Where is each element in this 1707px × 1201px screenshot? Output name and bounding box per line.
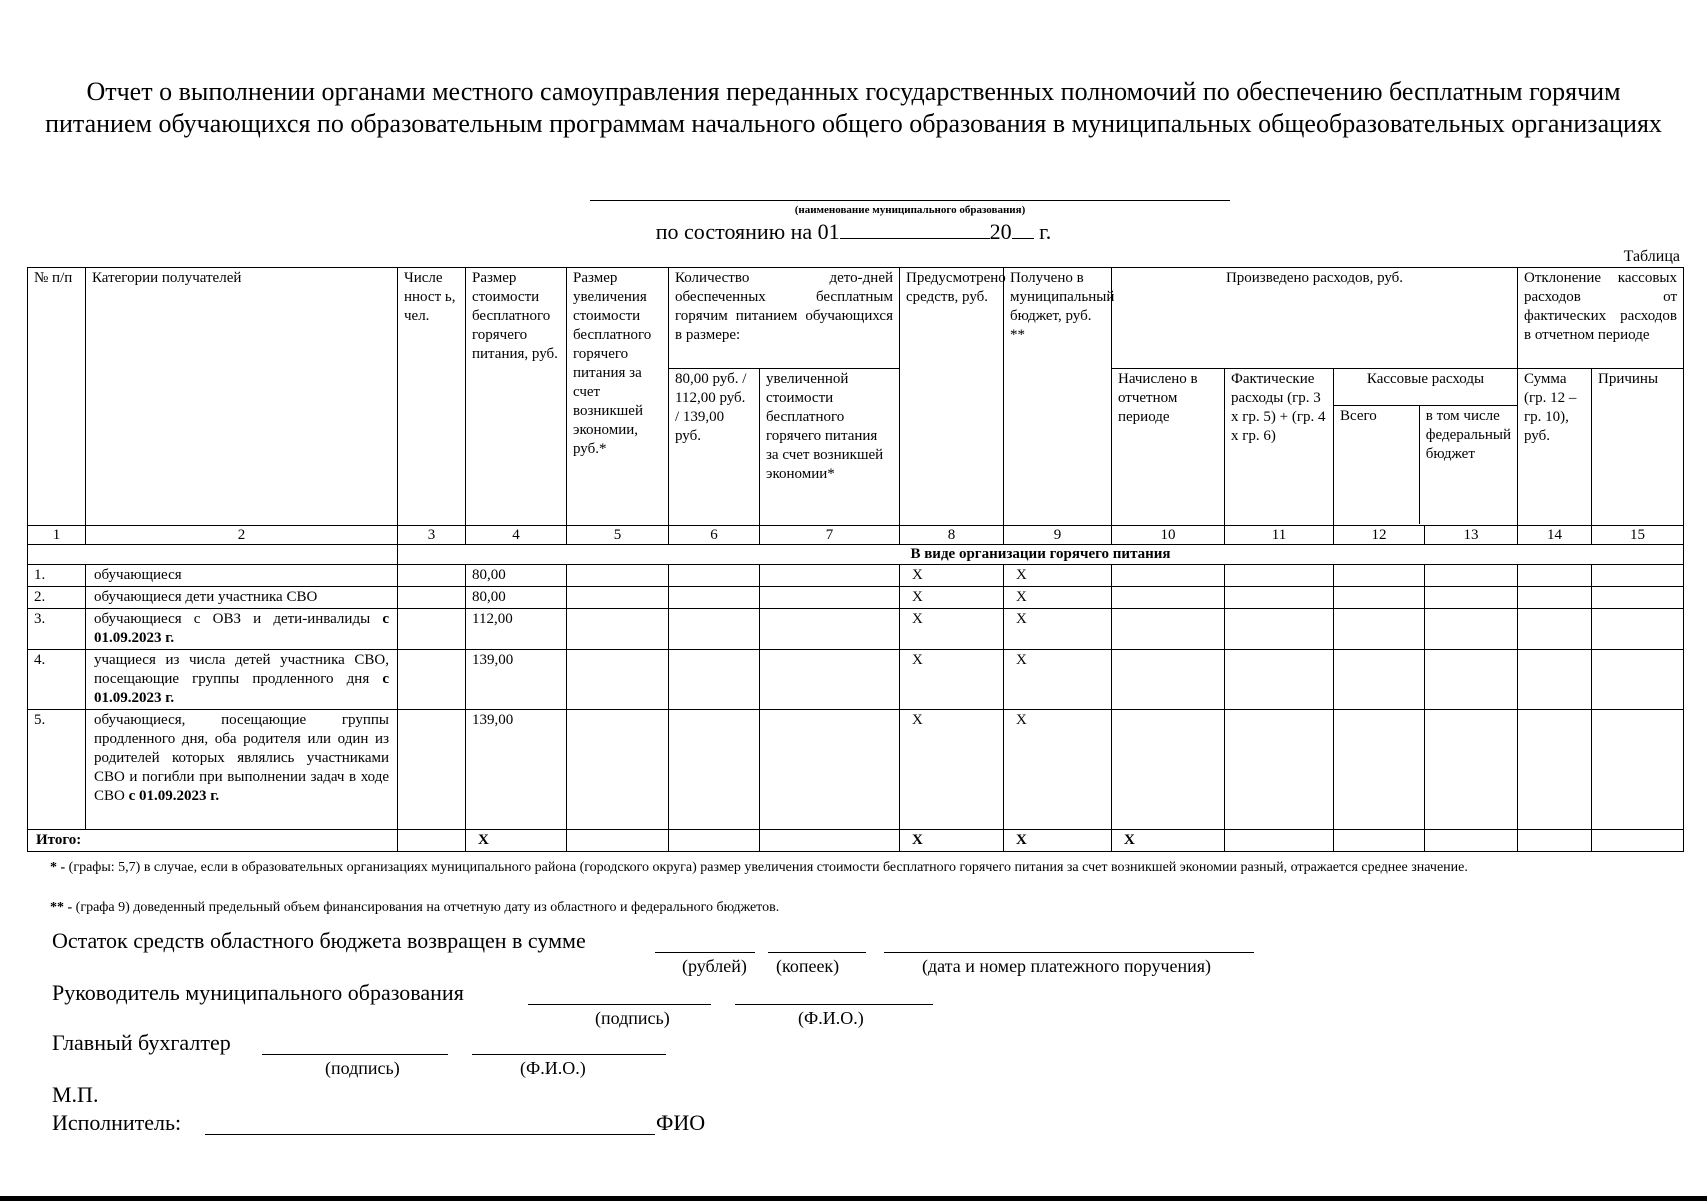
chief-accountant-label: Главный бухгалтер [52, 1030, 231, 1055]
row-cost: 112,00 [466, 609, 567, 650]
kopecks-caption: (копеек) [776, 956, 840, 976]
as-of-year-blank [1012, 220, 1034, 239]
as-of-day-blank [840, 220, 990, 239]
payment-order-blank [884, 952, 1254, 953]
column-number: 10 [1112, 526, 1225, 545]
row-cost: 139,00 [466, 650, 567, 710]
header-cash-group [1334, 369, 1518, 526]
row-category: обучающиеся дети участника СВО [86, 587, 398, 609]
section-label: В виде организации горячего питания [398, 545, 1684, 565]
head-label: Руководитель муниципального образования [52, 980, 464, 1005]
as-of-year-prefix: 20 [989, 219, 1012, 244]
head-signature-blank [528, 1004, 711, 1005]
header-cash-label: Кассовые расходы [1334, 369, 1517, 406]
column-number: 13 [1425, 526, 1518, 545]
row-cost: 80,00 [466, 587, 567, 609]
header-num: № п/п [28, 268, 86, 526]
row-planned: X [900, 650, 1004, 710]
returned-label: Остаток средств областного бюджета возвращен в сумме [52, 928, 586, 953]
header-expenses-group: Произведено расходов, руб. [1112, 268, 1518, 369]
table-row [28, 609, 1684, 650]
row-received: X [1004, 710, 1112, 830]
header-accrued: Начислено в отчетном периоде [1112, 369, 1225, 526]
header-count: Числе нност ь, чел. [398, 268, 466, 526]
column-number: 9 [1004, 526, 1112, 545]
report-table [27, 267, 1684, 852]
accountant-signature-blank [262, 1054, 448, 1055]
row-received: X [1004, 587, 1112, 609]
head-fio-caption: (Ф.И.О.) [798, 1008, 864, 1028]
rubles-blank [655, 952, 755, 953]
accountant-signature-caption: (подпись) [325, 1058, 400, 1078]
total-received: X [1004, 830, 1112, 852]
document-title: Отчет о выполнении органами местного самоуправления переданных государственных полномочий по обеспечению бесплатным горячим питанием обучающихся по образовательным программам начального общего образования в муниципальных общеобразовательных организациях [45, 77, 1662, 138]
column-number: 8 [900, 526, 1004, 545]
as-of-year-suffix: г. [1039, 219, 1052, 244]
header-deviation-reasons: Причины [1592, 369, 1684, 526]
header-deviation-sum: Сумма (гр. 12 – гр. 10), руб. [1518, 369, 1592, 526]
header-row-1 [28, 268, 1684, 369]
as-of-prefix: по состоянию на 01 [655, 219, 840, 244]
executor-blank [205, 1134, 655, 1135]
header-cash-total: Всего [1334, 406, 1420, 524]
row-cost: 139,00 [466, 710, 567, 830]
header-categories: Категории получателей [86, 268, 398, 526]
header-deviation-group: Отклонение кассовых расходов от фактических расходов в отчетном периоде [1518, 268, 1684, 369]
executor-label: Исполнитель: [52, 1110, 182, 1135]
municipality-name-line [590, 200, 1230, 201]
table-row [28, 587, 1684, 609]
total-planned: X [900, 830, 1004, 852]
header-planned: Предусмотрено средств, руб. [900, 268, 1004, 526]
head-fio-blank [735, 1004, 933, 1005]
row-planned: X [900, 710, 1004, 830]
row-category: обучающиеся [86, 565, 398, 587]
column-number: 4 [466, 526, 567, 545]
row-num: 4. [28, 650, 86, 710]
row-planned: X [900, 587, 1004, 609]
column-number: 14 [1518, 526, 1592, 545]
as-of-date [0, 219, 1707, 245]
row-category: учащиеся из числа детей участника СВО, посещающие группы продленного дня с 01.09.2023 г. [86, 650, 398, 710]
header-days-group: Количество дето-дней обеспеченных бесплатным горячим питанием обучающихся в размере: [669, 268, 900, 369]
row-received: X [1004, 609, 1112, 650]
column-number: 15 [1592, 526, 1684, 545]
header-days-base: 80,00 руб. / 112,00 руб. / 139,00 руб. [669, 369, 760, 526]
header-cash-federal: в том числе федеральный бюджет [1425, 408, 1511, 462]
head-signature-caption: (подпись) [595, 1008, 670, 1028]
accountant-fio-caption: (Ф.И.О.) [520, 1058, 586, 1078]
header-cost: Размер стоимости бесплатного горячего питания, руб. [466, 268, 567, 526]
accountant-fio-blank [472, 1054, 666, 1055]
bottom-rule [0, 1196, 1707, 1201]
header-actual: Фактические расходы (гр. 3 х гр. 5) + (гр. 4 х гр. 6) [1225, 369, 1334, 526]
municipality-caption: (наименование муниципального образования) [794, 204, 1026, 216]
header-received: Получено в муниципальный бюджет, руб. ** [1004, 268, 1112, 526]
row-category: обучающиеся, посещающие группы продленного дня, оба родителя или один из родителей которых являлись участниками СВО и погибли при выполнении задач в ходе СВО с 01.09.2023 г. [86, 710, 398, 830]
table-row [28, 650, 1684, 710]
row-num: 1. [28, 565, 86, 587]
row-num: 3. [28, 609, 86, 650]
column-number: 2 [86, 526, 398, 545]
column-number: 1 [28, 526, 86, 545]
column-number: 3 [398, 526, 466, 545]
row-num: 5. [28, 710, 86, 830]
footnote-2: ** - (графа 9) доведенный предельный объем финансирования на отчетную дату из областного и федерального бюджетов. [50, 900, 780, 915]
rubles-caption: (рублей) [682, 956, 747, 976]
total-row [28, 830, 1684, 852]
total-accrued: X [1112, 830, 1225, 852]
row-cost: 80,00 [466, 565, 567, 587]
total-cost: X [466, 830, 567, 852]
row-received: X [1004, 650, 1112, 710]
footnote-1: * - (графы: 5,7) в случае, если в образовательных организациях муниципального района (городского округа) размер увеличения стоимости бесплатного горячего питания за счет возникшей экономии разный, отражается среднее значение. [50, 860, 1468, 875]
payment-order-caption: (дата и номер платежного поручения) [922, 956, 1212, 976]
column-numbers-row [28, 526, 1684, 545]
column-number: 6 [669, 526, 760, 545]
table-row [28, 565, 1684, 587]
header-increase: Размер увеличения стоимости бесплатного горячего питания за счет возникшей экономии, руб.* [567, 268, 669, 526]
row-received: X [1004, 565, 1112, 587]
table-row [28, 710, 1684, 830]
row-planned: X [900, 609, 1004, 650]
column-number: 11 [1225, 526, 1334, 545]
column-number: 5 [567, 526, 669, 545]
header-days-increased: увеличенной стоимости бесплатного горячего питания за счет возникшей экономии* [760, 369, 900, 526]
column-number: 7 [760, 526, 900, 545]
table-label: Таблица [1623, 248, 1680, 265]
executor-fio: ФИО [656, 1110, 706, 1135]
total-label: Итого: [28, 830, 398, 852]
kopecks-blank [768, 952, 866, 953]
row-planned: X [900, 565, 1004, 587]
stamp-label: М.П. [52, 1082, 99, 1107]
column-number: 12 [1334, 526, 1425, 545]
section-row [28, 545, 1684, 565]
row-category: обучающиеся с ОВЗ и дети-инвалиды с 01.09.2023 г. [86, 609, 398, 650]
row-num: 2. [28, 587, 86, 609]
